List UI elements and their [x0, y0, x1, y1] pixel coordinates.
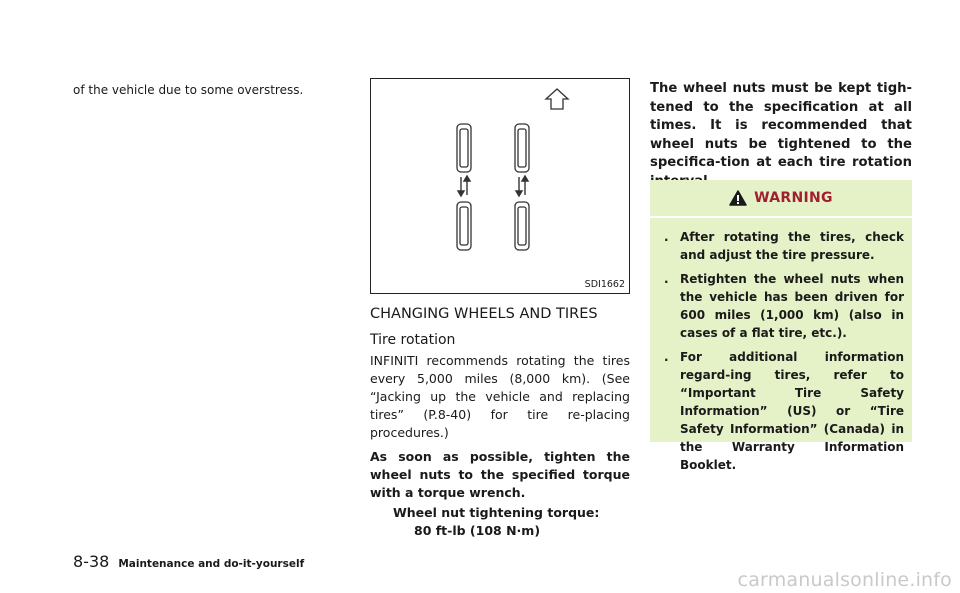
- spec-value: 80 ft-lb (108 N·m): [414, 523, 541, 538]
- tire-icon: [457, 124, 529, 250]
- warning-triangle-icon: [729, 190, 747, 206]
- warning-list: [664, 228, 904, 480]
- front-direction-arrow-icon: [546, 89, 568, 109]
- footer-title: Maintenance and do-it-yourself: [118, 558, 305, 570]
- subsection-heading: Tire rotation: [370, 332, 456, 348]
- tire-rotation-diagram: [371, 79, 631, 295]
- warning-title: WARNING: [754, 189, 833, 206]
- warning-header: [650, 180, 912, 215]
- section-heading: CHANGING WHEELS AND TIRES: [370, 306, 598, 322]
- spec-label: Wheel nut tightening torque:: [393, 505, 600, 520]
- watermark: carmanualsonline.info: [737, 569, 952, 591]
- warning-item: . For additional information regard-ing tires, refer to “Important Tire Safety Information” (US) or “Tire Safety Information” (Canada) in the Warranty Information Booklet.: [664, 350, 904, 472]
- page-number: 8-38: [73, 552, 110, 571]
- figure-code: SDI1662: [584, 279, 625, 290]
- warning-divider: [650, 216, 912, 218]
- paragraph-torque: As soon as possible, tighten the wheel nuts to the specified torque with a torque wrench.: [370, 449, 630, 500]
- warning-item: . Retighten the wheel nuts when the vehicle has been driven for 600 miles (1,000 km) (also in cases of a flat tire, etc.).: [664, 272, 904, 340]
- warning-item: . After rotating the tires, check and adjust the tire pressure.: [664, 230, 904, 262]
- paragraph-rotation: INFINITI recommends rotating the tires every 5,000 miles (8,000 km). (See “Jacking up the vehicle and replacing tires” (P.8-40) for tire re-placing procedures.): [370, 353, 630, 440]
- paragraph-wheel-nuts: The wheel nuts must be kept tigh-tened to the specification at all times. It is recommended that wheel nuts be tightened to the specifica-tion at each tire rotation: [650, 81, 912, 170]
- continued-text: of the vehicle due to some overstress.: [73, 83, 304, 97]
- tire-rotation-figure: [370, 78, 630, 294]
- swap-arrows-icon: [458, 176, 528, 196]
- page-footer: [73, 552, 304, 571]
- warning-box: [650, 180, 912, 472]
